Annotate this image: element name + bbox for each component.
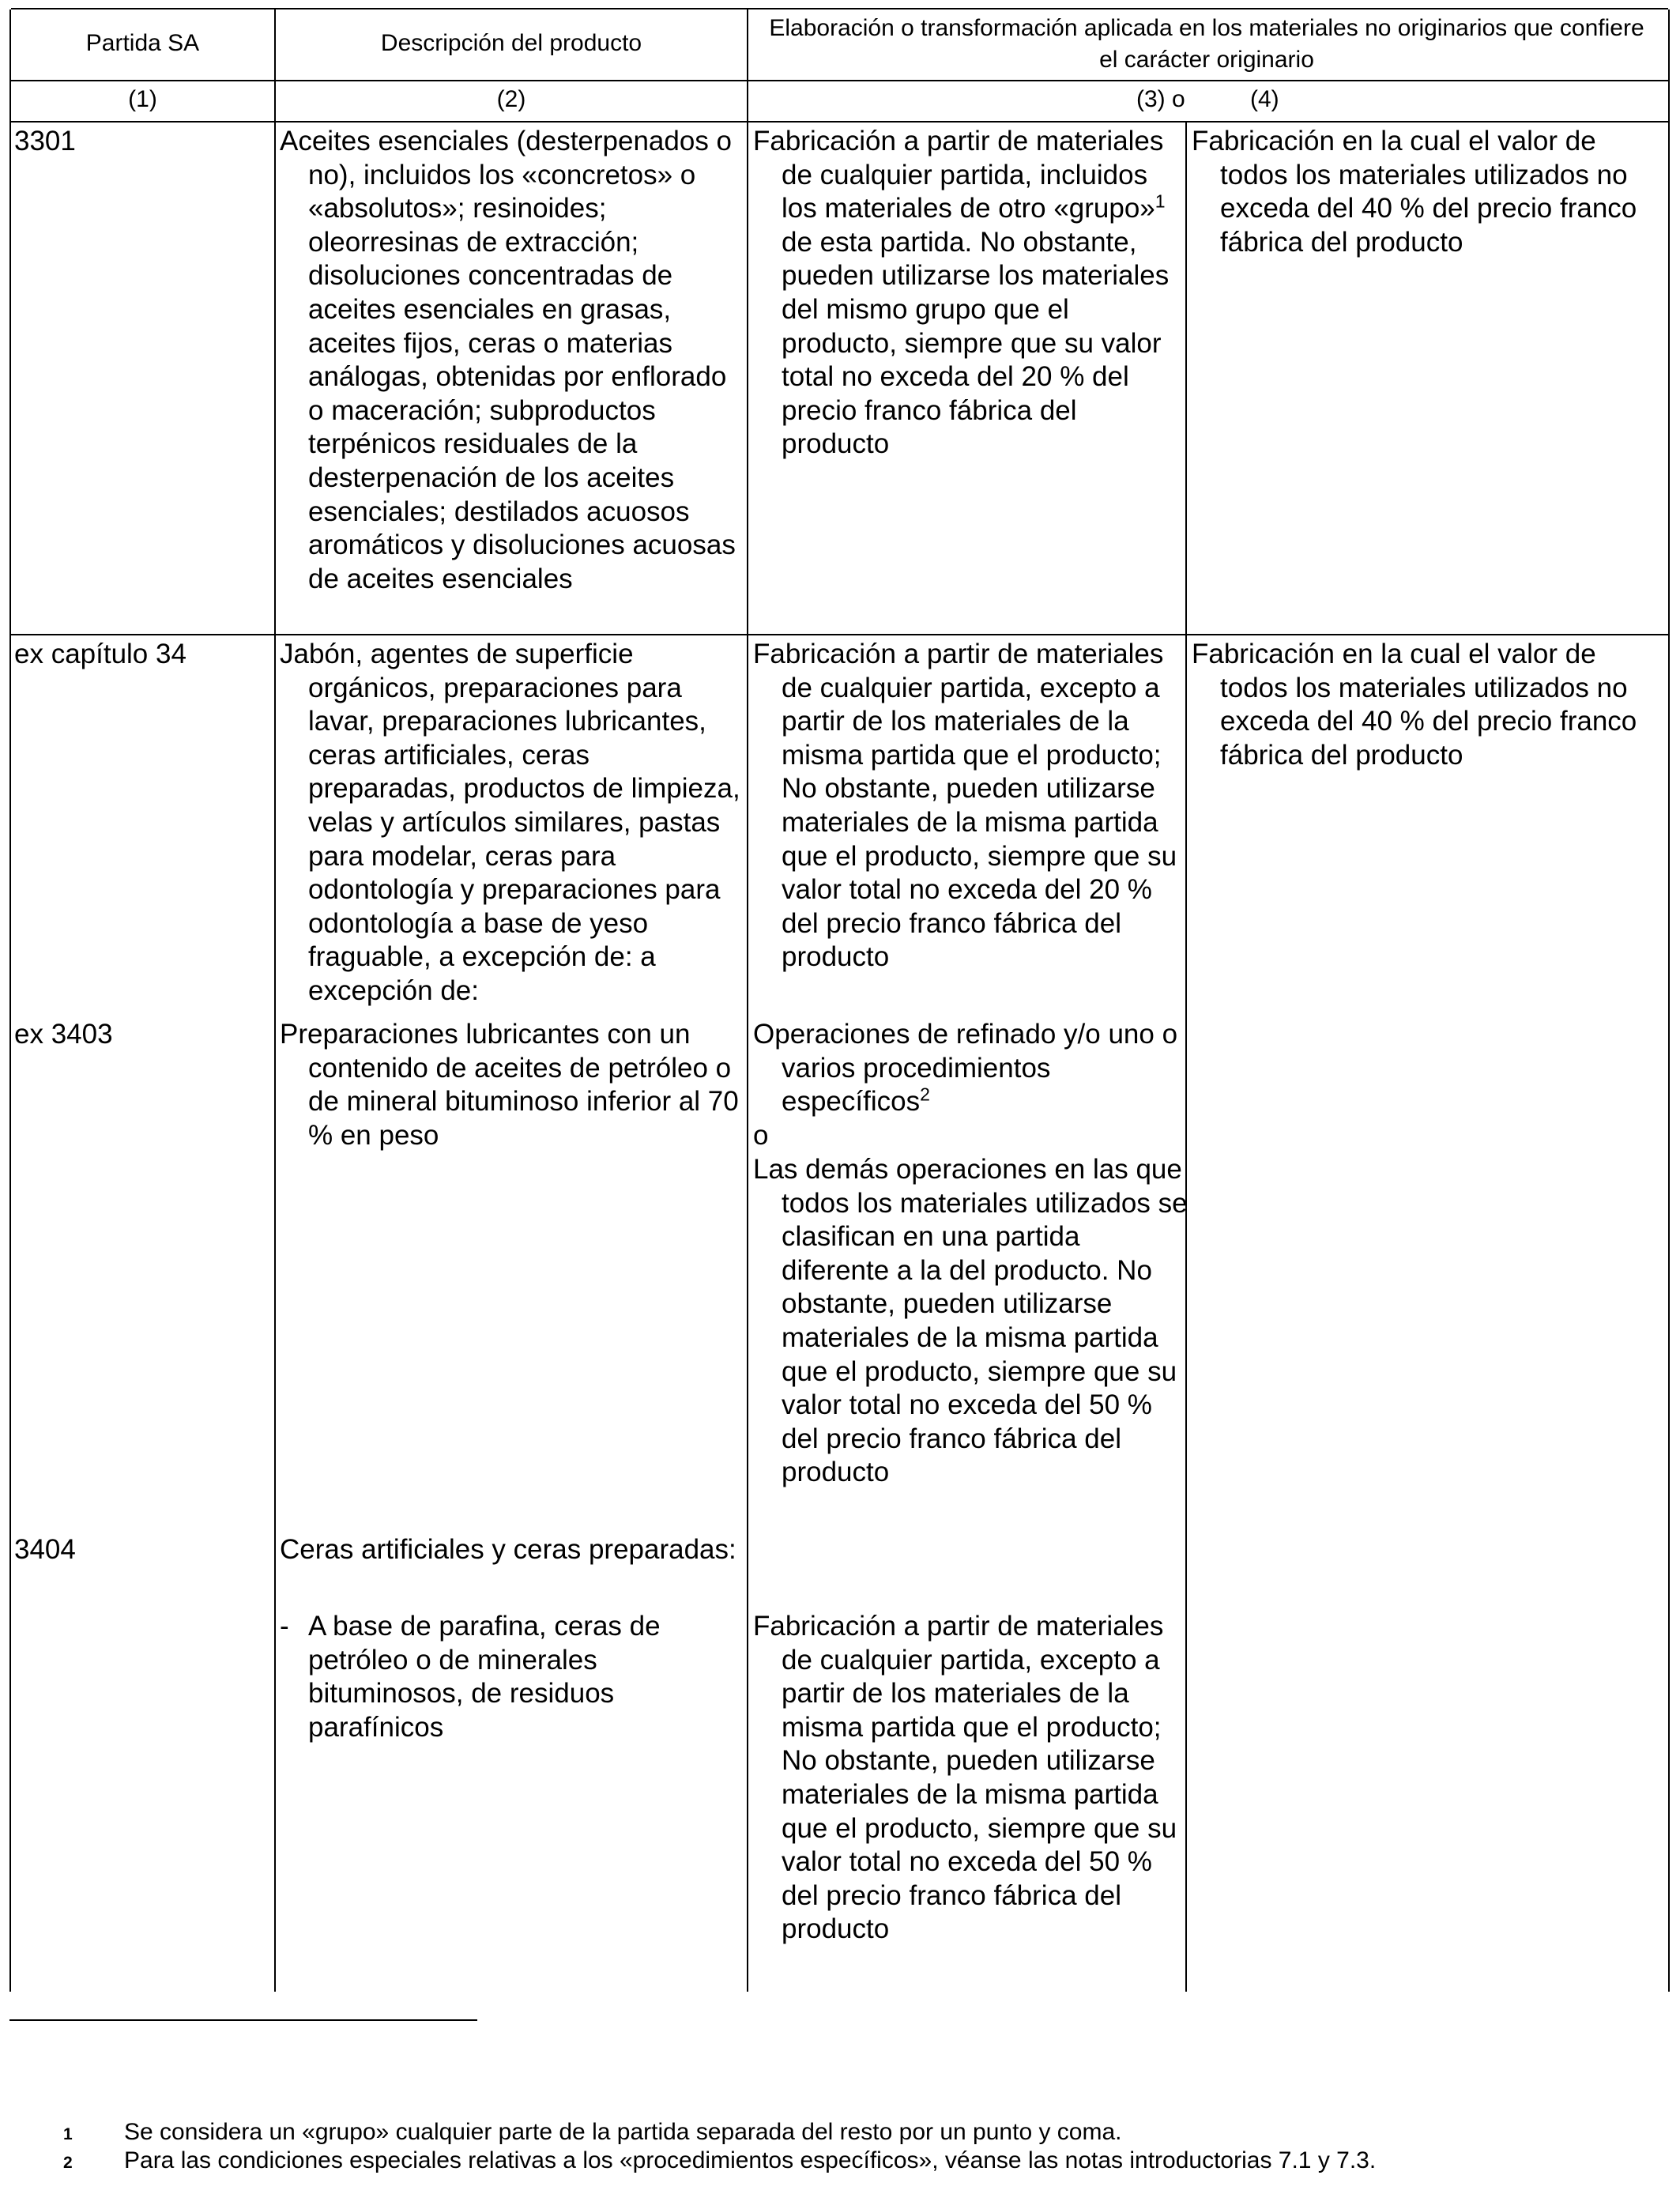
- footnote-separator: [9, 2019, 477, 2021]
- footnote-2-marker: 2: [63, 2154, 73, 2172]
- header-descripcion: Descripción del producto: [380, 30, 642, 56]
- rules-table: [9, 9, 1670, 1992]
- row-3404-code: 3404: [14, 1534, 76, 1565]
- footnote-ref-2: 2: [920, 1084, 930, 1105]
- footnote-2-text: Para las condiciones especiales relativas a los «procedimientos específicos», véanse las notas introductorias 7.1 y 7.3.: [124, 2147, 1377, 2173]
- row-3301-rule-3-text-b: de esta partida. No obstante, pueden utilizarse los materiales del mismo grupo que el producto, siempre que su valor total no exceda del 20 % del precio franco fábrica del producto: [782, 226, 1170, 460]
- row-3301-description: Aceites esenciales (desterpenados o no), incluidos los «concretos» o «absolutos»; resinoides; oleorresinas de extracción; disoluciones concentradas de aceites esenciales en grasas, aceites fijos, ceras o materias análogas, obtenidas por enflorado o maceración; subproductos terpénicos residuales de la desterpenación de los aceites esenciales; destilados acuosos aromáticos y disoluciones acuosas de aceites esenciales: [280, 126, 736, 594]
- table-top-border: [11, 8, 1668, 9]
- footnote-1-text: Se considera un «grupo» cualquier parte de la partida separada del resto por un punto y coma.: [124, 2119, 1122, 2145]
- row-3404-sub-description: A base de parafina, ceras de petróleo o de minerales bituminosos, de residuos parafínicos: [308, 1611, 661, 1743]
- footnote-1-marker: 1: [63, 2125, 73, 2143]
- header-partida: Partida SA: [85, 30, 200, 56]
- row-ex34-code: ex capítulo 34: [14, 639, 186, 669]
- row-ex3403-code: ex 3403: [14, 1019, 113, 1050]
- row-ex34-description: Jabón, agentes de superficie orgánicos, preparaciones para lavar, preparaciones lubricantes, ceras artificiales, ceras preparadas, productos de limpieza, velas y artículos similares, pastas para modelar, ceras para odontología y preparaciones para odontología a base de yeso fraguable, a excepción de: a excepción de:: [280, 639, 740, 1006]
- row-ex34-rule-3: Fabricación a partir de materiales de cualquier partida, excepto a partir de los materiales de la misma partida que el producto; No obstante, pueden utilizarse materiales de la misma partida que el producto, siempre que su valor total no exceda del 20 % del precio franco fábrica del producto: [753, 639, 1177, 973]
- column-number-divider: [11, 121, 1668, 123]
- row-3404-sub-dash: -: [280, 1611, 289, 1642]
- footnote-1-number: [63, 2118, 73, 2149]
- column-divider-1: [274, 9, 276, 1992]
- header-divider: [11, 80, 1668, 81]
- footnote-ref-1: 1: [1155, 190, 1166, 212]
- row-3301-rule-3: [753, 125, 1183, 462]
- row-ex3403-description: Preparaciones lubricantes con un contenido de aceites de petróleo o de mineral bituminoso inferior al 70 % en peso: [280, 1019, 739, 1151]
- row-ex3403-rule-3a: [753, 1018, 1189, 1119]
- row-3404-sub-rule-3: Fabricación a partir de materiales de cualquier partida, excepto a partir de los materiales de la misma partida que el producto; No obstante, pueden utilizarse materiales de la misma partida que el producto, siempre que su valor total no exceda del 50 % del precio franco fábrica del producto: [753, 1611, 1177, 1945]
- column-divider-2: [747, 9, 748, 1992]
- column-number-1: (1): [128, 86, 157, 112]
- row-divider: [11, 634, 1668, 635]
- row-ex3403-or: o: [753, 1120, 769, 1151]
- row-3301-rule-3-text-a: Fabricación a partir de materiales de cualquier partida, incluidos los materiales de otro «grupo»: [753, 126, 1164, 224]
- row-3301-rule-4: Fabricación en la cual el valor de todos los materiales utilizados no exceda del 40 % del precio franco fábrica del producto: [1192, 126, 1637, 258]
- footnote-2-number: [63, 2147, 73, 2177]
- row-ex3403-rule-3b: Las demás operaciones en las que todos los materiales utilizados se clasifican en una partida diferente a la del producto. No obstante, pueden utilizarse materiales de la misma partida que el producto, siempre que su valor total no exceda del 50 % del precio franco fábrica del producto: [753, 1154, 1188, 1488]
- row-ex34-rule-4: Fabricación en la cual el valor de todos los materiales utilizados no exceda del 40 % del precio franco fábrica del producto: [1192, 639, 1637, 771]
- column-number-3: (3) o: [1136, 86, 1185, 112]
- header-elaboracion: Elaboración o transformación aplicada en los materiales no originarios que confiere el carácter originario: [769, 15, 1644, 73]
- row-3301-code: 3301: [14, 126, 76, 156]
- column-number-2: (2): [496, 86, 526, 112]
- column-number-4: (4): [1250, 86, 1279, 112]
- row-ex3403-rule-3a-text: Operaciones de refinado y/o uno o varios procedimientos específicos: [753, 1019, 1178, 1118]
- row-3404-description: Ceras artificiales y ceras preparadas:: [280, 1534, 736, 1565]
